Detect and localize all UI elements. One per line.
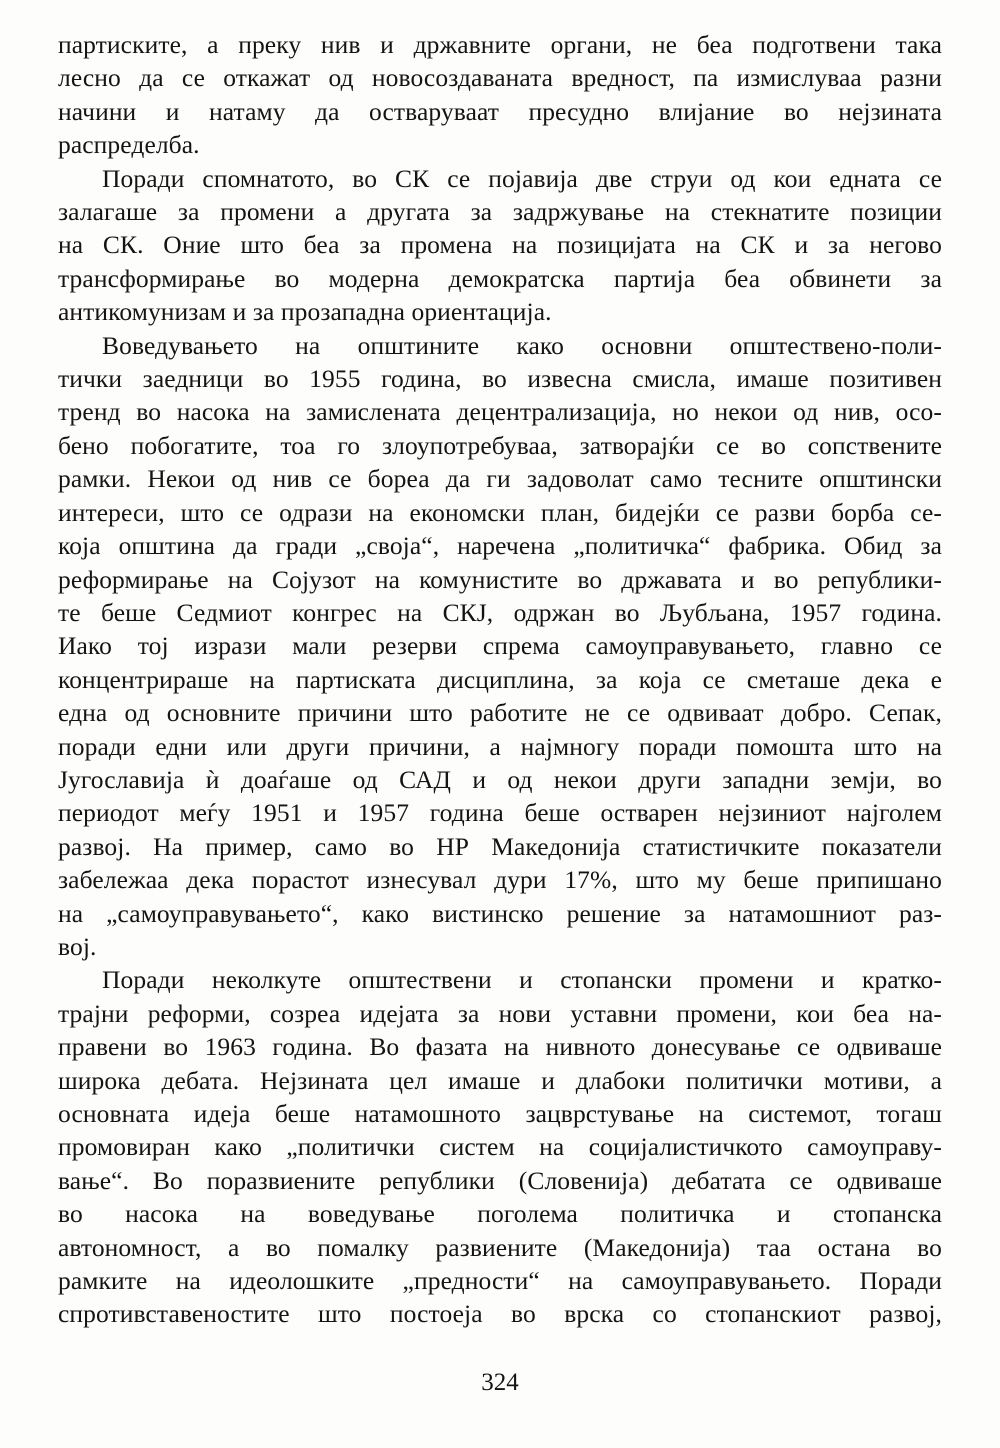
text-line: широка дебата. Нејзината цел имаше и длабоки политички мотиви, а bbox=[58, 1065, 942, 1095]
text-line: една од основните причини што работите не се одвиваат добро. Сепак, bbox=[58, 698, 942, 728]
paragraph bbox=[58, 162, 942, 329]
text-line: реформирање на Сојузот на комунистите во државата и во републики- bbox=[58, 564, 942, 594]
text-line: лесно да се откажат од новосоздаваната вредност, па измислуваа разни bbox=[58, 63, 942, 93]
text-line: промовиран како „политички систем на социјалистичкото самоуправу- bbox=[58, 1132, 942, 1162]
text-line: вање“. Во поразвиените републики (Словенија) дебатата се одвиваше bbox=[58, 1165, 942, 1195]
text-line: Иако тој изрази мали резерви спрема самоуправувањето, главно се bbox=[58, 631, 942, 661]
text-line: периодот меѓу 1951 и 1957 година беше остварен нејзиниот најголем bbox=[58, 798, 942, 828]
text-line: партиските, а преку нив и државните органи, не беа подготвени така bbox=[58, 30, 942, 59]
text-line: правени во 1963 година. Во фазата на нивното донесување се одвиваше bbox=[58, 1032, 942, 1062]
text-line: во насока на воведување поголема политичка и стопанска bbox=[58, 1199, 942, 1229]
text-line: трајни реформи, созреа идејата за нови уставни промени, кои беа на- bbox=[58, 998, 942, 1028]
text-line: развој. На пример, само во НР Македонија статистичките показатели bbox=[58, 831, 942, 861]
text-line: Воведувањето на општините како основни општествено-поли- bbox=[102, 330, 942, 360]
text-line: која општина да гради „своја“, наречена „политичка“ фабрика. Обид за bbox=[58, 531, 942, 561]
page-number: 324 bbox=[481, 1369, 519, 1396]
paragraph bbox=[58, 329, 942, 964]
text-line: те беше Седмиот конгрес на СКЈ, одржан во Љубљана, 1957 година. bbox=[58, 597, 942, 627]
text-line: трансформирање во модерна демократска партија беа обвинети за bbox=[58, 263, 942, 293]
text-line: Поради спомнатото, во СК се појавија две струи од кои едната се bbox=[102, 163, 942, 193]
text-line: концентрираше на партиската дисциплина, за која се сметаше дека е bbox=[58, 664, 942, 694]
text-line: залагаше за промени а другата за задржување на стекнатите позиции bbox=[58, 197, 942, 227]
text-line: тренд во насока на замислената децентрализација, но некои од нив, осо- bbox=[58, 397, 942, 427]
text-line: антикомунизам и за прозападна ориентација. bbox=[58, 297, 552, 327]
text-line: бено побогатите, тоа го злоупотребуваа, затворајќи се во сопствените bbox=[58, 430, 942, 460]
text-line: на СК. Оние што беа за промена на позицијата на СК и за негово bbox=[58, 230, 942, 260]
text-line: забележаа дека порастот изнесувал дури 17%, што му беше припишано bbox=[58, 865, 942, 895]
text-line: основната идеја беше натамошното зацврстување на системот, тогаш bbox=[58, 1099, 942, 1128]
text-line: распределба. bbox=[58, 130, 200, 160]
text-line: начини и натаму да остваруваат пресудно влијание во нејзината bbox=[58, 96, 942, 126]
text-line: поради едни или други причини, а најмногу поради помошта што на bbox=[58, 731, 942, 761]
paragraph bbox=[58, 963, 942, 1330]
text-line: тички заедници во 1955 година, во извесна смисла, имаше позитивен bbox=[58, 364, 942, 394]
body-text bbox=[58, 28, 942, 1331]
text-line: рамките на идеолошките „предности“ на самоуправувањето. Поради bbox=[58, 1266, 942, 1296]
text-line: интереси, што се одрази на економски план, бидејќи се разви борба се- bbox=[58, 497, 942, 527]
text-line: Поради неколкуте општествени и стопански промени и кратко- bbox=[102, 965, 942, 995]
text-line: вој. bbox=[58, 931, 97, 961]
text-line: рамки. Некои од нив се бореа да ги задоволат само тесните општински bbox=[58, 464, 942, 494]
text-line: автономност, а во помалку развиените (Македонија) таа остана во bbox=[58, 1232, 942, 1262]
text-line: Југославија ѝ доаѓаше од САД и од некои други западни земји, во bbox=[58, 764, 942, 794]
text-line: на „самоуправувањето“, како вистинско решение за натамошниот раз- bbox=[58, 898, 942, 928]
text-line: спротивставеностите што постоеја во врска со стопанскиот развој, bbox=[58, 1299, 942, 1329]
paragraph bbox=[58, 28, 942, 162]
